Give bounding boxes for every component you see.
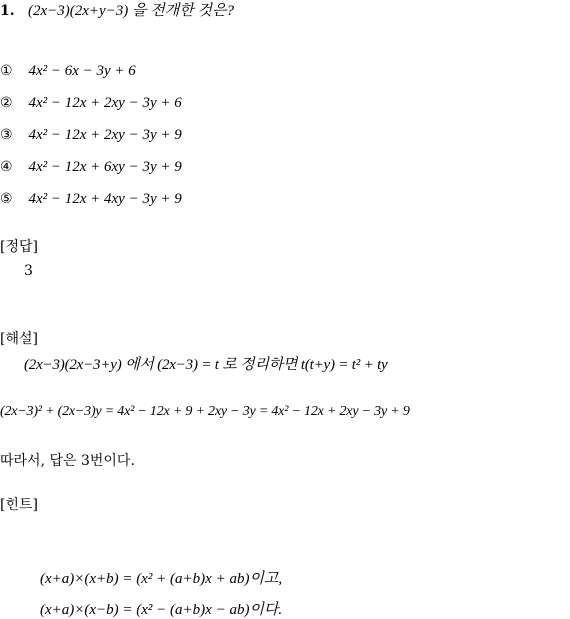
choice-marker: ② <box>0 95 13 111</box>
choice-text: 4x² − 12x + 6xy − 3y + 9 <box>28 159 182 175</box>
choice-marker: ① <box>0 63 13 79</box>
explanation-heading: [해설] <box>0 331 38 347</box>
choice-text: 4x² − 12x + 4xy − 3y + 9 <box>28 191 182 207</box>
choice-1 <box>0 62 136 80</box>
answer-value: 3 <box>24 263 33 279</box>
hint-text-2: (x+a)×(x−b) = (x² − (a+b)x − ab)이다. <box>40 602 283 618</box>
choice-marker: ④ <box>0 159 13 175</box>
question-line <box>0 2 234 20</box>
explanation-line-2 <box>0 402 410 421</box>
hint-heading: [힌트] <box>0 497 38 513</box>
choice-3 <box>0 126 182 144</box>
hint-line-2 <box>40 601 282 619</box>
answer-heading: [정답] <box>0 239 38 255</box>
explanation-text-1: (2x−3)(2x−3+y) 에서 (2x−3) = t 로 정리하면 t(t+y) = t² + ty <box>24 357 388 373</box>
explanation-line-3: 따라서, 답은 3번이다. <box>0 453 135 469</box>
explanation-text-2: (2x−3)² + (2x−3)y = 4x² − 12x + 9 + 2xy − 3y = 4x² − 12x + 2xy − 3y + 9 <box>0 404 410 419</box>
question-text: (2x−3)(2x+y−3) 을 전개한 것은? <box>27 3 234 19</box>
question-number: 1. <box>0 3 15 19</box>
choice-text: 4x² − 12x + 2xy − 3y + 9 <box>28 127 182 143</box>
choice-marker: ⑤ <box>0 191 13 207</box>
choice-4 <box>0 158 182 176</box>
explanation-line-1 <box>24 356 388 374</box>
choice-marker: ③ <box>0 127 13 143</box>
choice-2 <box>0 94 182 112</box>
hint-line-1 <box>40 570 282 588</box>
choice-text: 4x² − 12x + 2xy − 3y + 6 <box>28 95 182 111</box>
choice-5 <box>0 190 182 208</box>
hint-text-1: (x+a)×(x+b) = (x² + (a+b)x + ab)이고, <box>40 571 283 587</box>
choice-text: 4x² − 6x − 3y + 6 <box>28 63 136 79</box>
